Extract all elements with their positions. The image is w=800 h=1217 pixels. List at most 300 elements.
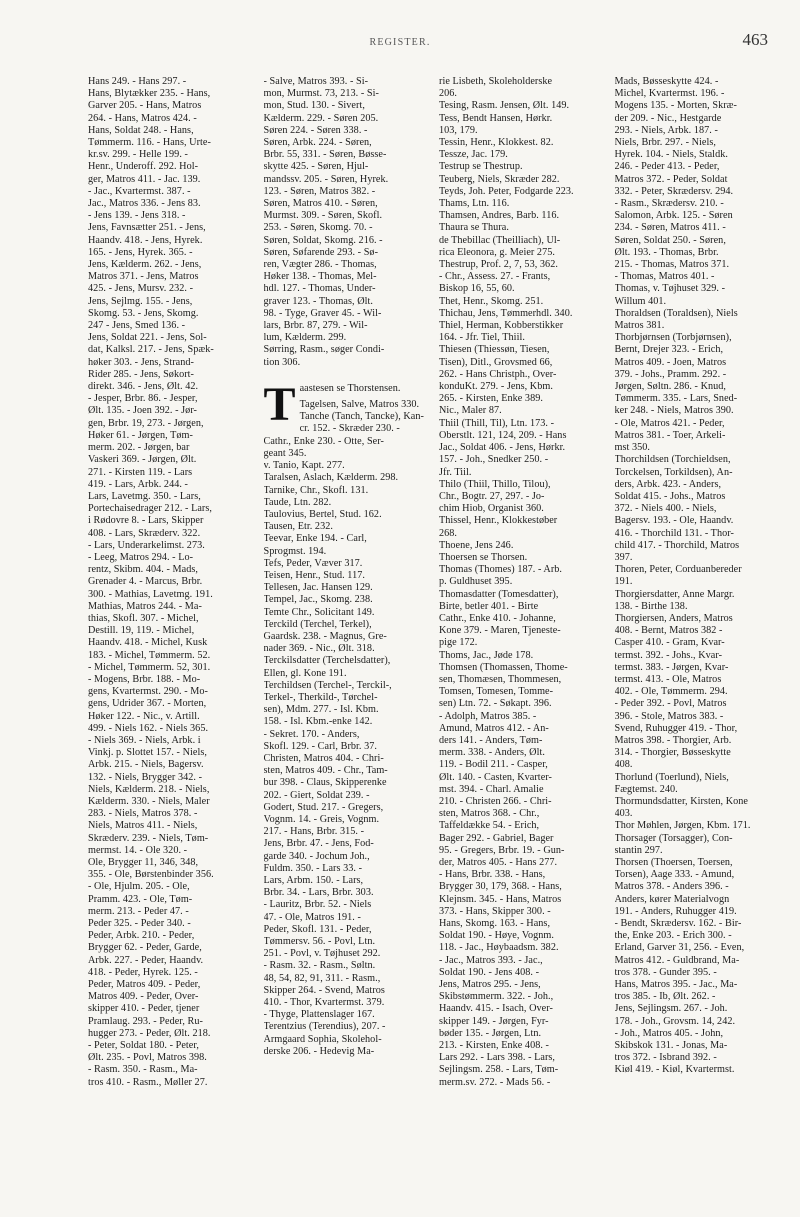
- register-line: Salomon, Arbk. 125. - Søren: [614, 210, 733, 222]
- register-line: Hans 249. - Hans 297. -: [88, 76, 187, 87]
- register-line: Soldat 190. - Jens 408. -: [439, 966, 540, 978]
- register-column-2: [264, 76, 433, 1206]
- register-line: - Sekret. 170. - Anders,: [263, 728, 360, 740]
- register-line: Thestrup, Prof. 2, 7, 53, 362.: [439, 259, 558, 271]
- register-line: der, Matros 405. - Hans 277.: [439, 857, 558, 868]
- register-line: Teisen, Henr., Stud. 117.: [263, 569, 365, 581]
- register-line: Tømmerm. 335. - Lars, Sned-: [614, 393, 738, 405]
- register-line: Taude, Ltn. 282.: [263, 496, 332, 508]
- register-line: mst. 394. - Charl. Amalie: [439, 783, 544, 795]
- register-line: Thorsen (Thoersen, Toersen,: [614, 857, 733, 868]
- register-line: Godert, Stud. 217. - Gregers,: [263, 801, 384, 813]
- page-header: [0, 0, 800, 60]
- register-line: 210. - Christen 266. - Chri-: [439, 795, 552, 807]
- register-line: Tausen, Etr. 232.: [263, 521, 333, 533]
- register-line: Brygger 62. - Peder, Garde,: [88, 942, 202, 954]
- register-line: - Jac., Matros 393. - Jac.,: [439, 954, 543, 966]
- register-line: 132. - Niels, Brygger 342. -: [88, 771, 203, 783]
- register-line: Thichau, Jens, Tømmerhdl. 340.: [439, 307, 573, 319]
- register-line: Tisen), Ditl., Grovsmed 66,: [439, 356, 553, 368]
- register-line: Ellen, gl. Kone 191.: [263, 667, 347, 679]
- register-line: merm. 338. - Anders, Ølt.: [439, 747, 545, 759]
- register-line: 402. - Ole, Tømmerm. 294.: [614, 686, 728, 698]
- register-line: Vinkj. p. Slottet 157. - Niels,: [88, 747, 207, 759]
- register-line: - Mogens, Brbr. 188. - Mo-: [88, 673, 201, 685]
- register-line: de Thebillac (Theilliach), Ul-: [439, 234, 561, 246]
- register-line: Thissel, Henr., Klokkestøber: [439, 515, 558, 527]
- register-line: Jac., Matros 336. - Jens 83.: [88, 198, 201, 210]
- register-line: 47. - Ole, Matros 191. -: [263, 911, 361, 923]
- register-line: stantin 297.: [614, 844, 663, 856]
- register-column-4: [615, 76, 784, 1206]
- register-line: høker 303. - Jens, Strand-: [88, 356, 194, 368]
- register-line: Arbk. 215. - Niels, Bagersv.: [88, 759, 204, 771]
- register-line: Ølt. 235. - Povl, Matros 398.: [88, 1052, 207, 1064]
- register-line: Temte Chr., Solicitant 149.: [263, 606, 375, 618]
- register-line: ders 141. - Anders, Tøm-: [439, 734, 543, 746]
- register-line: Garver 205. - Hans, Matros: [88, 100, 202, 112]
- register-line: Vaskeri 369. - Jørgen, Ølt.: [88, 454, 197, 466]
- register-line: Klejnsm. 345. - Hans, Matros: [439, 893, 562, 905]
- register-line: ren, Vægter 286. - Thomas,: [263, 259, 377, 271]
- register-line: 247 - Jens, Smed 136. -: [88, 320, 186, 332]
- register-line: ker 248. - Niels, Matros 390.: [614, 405, 734, 417]
- register-line: Thorsager (Torsagger), Con-: [614, 832, 733, 844]
- register-line: Tagelsen, Salve, Matros 330.: [299, 399, 420, 411]
- register-line: lars, Brbr. 87, 279. - Wil-: [263, 320, 368, 332]
- register-line: - Chr., Assess. 27. - Frants,: [439, 271, 551, 283]
- register-line: Høker 122. - Nic., v. Artill.: [88, 710, 200, 722]
- register-line: 138. - Birthe 138.: [614, 600, 688, 612]
- register-line: Thomas, v. Tøjhuset 329. -: [614, 283, 726, 295]
- register-line: Willum 401.: [614, 295, 667, 307]
- register-line: Cathr., Enke 410. - Johanne,: [439, 612, 556, 624]
- register-line: Hyrek. 104. - Niels, Staldk.: [614, 149, 728, 161]
- register-line: 178. - Joh., Grovsm. 14, 242.: [614, 1015, 736, 1027]
- register-line: Torckelsen, Torkildsen), An-: [614, 466, 733, 478]
- register-line: aastesen se Thorstensen.: [299, 382, 401, 394]
- register-line: Tess, Bendt Hansen, Hørkr.: [439, 112, 553, 124]
- register-line: Casper 410. - Gram, Kvar-: [614, 637, 725, 649]
- register-line: Kælderm. 229. - Søren 205.: [263, 112, 379, 124]
- register-line: 410. - Thor, Kvartermst. 379.: [263, 997, 385, 1009]
- register-line: Brygger 30, 179, 368. - Hans,: [439, 881, 562, 893]
- register-line: 379. - Johs., Pramm. 292. -: [614, 368, 727, 380]
- register-line: Biskop 16, 55, 60.: [439, 283, 515, 295]
- register-line: der 209. - Nic., Hestgarde: [614, 112, 722, 124]
- register-line: Thomas (Thomes) 187. - Arb.: [439, 564, 563, 576]
- register-line: - Niels 369. - Niels, Arbk. i: [88, 734, 201, 746]
- register-line: Thamsen, Andres, Barb. 116.: [439, 210, 560, 222]
- register-line: 408. - Bernt, Matros 382 -: [614, 625, 723, 637]
- register-line: v. Tanio, Kapt. 277.: [263, 460, 345, 472]
- register-line: - Jesper, Brbr. 86. - Jesper,: [88, 393, 198, 405]
- register-line: Christen, Matros 404. - Chri-: [263, 752, 384, 764]
- register-line: 165. - Jens, Hyrek. 365. -: [88, 246, 193, 258]
- register-line: Jørgen, Søltn. 286. - Knud,: [614, 381, 727, 393]
- register-line: rica Eleonora, g. Meier 275.: [439, 246, 555, 258]
- register-line: 419. - Lars, Arbk. 244. -: [88, 478, 188, 490]
- register-line: Teevar, Enke 194. - Carl,: [263, 533, 367, 545]
- register-line: merm. 202. - Jørgen, bar: [88, 442, 190, 454]
- register-line: tros 378. - Gunder 395. -: [614, 966, 717, 978]
- register-line: 300. - Mathias, Lavetmg. 191.: [88, 588, 213, 600]
- register-line: Terchildsen (Terchel-, Terckil-,: [263, 679, 392, 691]
- register-line: 397.: [614, 551, 633, 563]
- register-line: 373. - Hans, Skipper 300. -: [439, 905, 551, 917]
- register-line: Brbr. 34. - Lars, Brbr. 303.: [263, 887, 374, 899]
- register-line: skipper 410. - Peder, tjener: [88, 1003, 200, 1015]
- register-line: Vognm. 14. - Greis, Vognm.: [263, 813, 380, 825]
- register-line: Hans, Blytækker 235. - Hans,: [88, 88, 211, 100]
- register-line: 202. - Giert, Soldat 239. -: [263, 789, 370, 801]
- register-line: Kone 379. - Maren, Tjeneste-: [439, 625, 561, 637]
- register-line: Thorbjørnsen (Torbjørnsen),: [614, 332, 732, 344]
- register-line: Svend, Ruhugger 419. - Thor,: [614, 722, 738, 734]
- register-line: 499. - Niels 162. - Niels 365.: [88, 722, 209, 734]
- register-line: Bagersv. 193. - Ole, Haandv.: [614, 515, 734, 527]
- register-line: Haandv. 415. - Isach, Over-: [439, 1003, 553, 1015]
- register-line: termst. 413. - Ole, Matros: [614, 673, 722, 685]
- register-line: Ølt. 140. - Casten, Kvarter-: [439, 771, 552, 783]
- register-line: nader 369. - Nic., Ølt. 318.: [263, 643, 375, 655]
- register-line: Soldat 415. - Johs., Matros: [614, 490, 726, 502]
- register-line: 234. - Søren, Matros 411. -: [614, 222, 726, 234]
- register-line: - Joh., Matros 405. - John,: [614, 1027, 724, 1039]
- register-line: Matros 412. - Guldbrand, Ma-: [614, 954, 740, 966]
- register-line: 123. - Søren, Matros 382. -: [263, 185, 376, 197]
- register-line: Bager 292. - Gabriel, Bager: [439, 832, 554, 844]
- register-line: konduKt. 279. - Jens, Kbm.: [439, 381, 553, 393]
- register-line: Thoene, Jens 246.: [439, 539, 514, 551]
- register-line: hdl. 127. - Thomas, Under-: [263, 283, 376, 295]
- register-line: Thiil (Thill, Til), Ltn. 173. -: [439, 417, 555, 429]
- register-line: Mogens 135. - Morten, Skræ-: [614, 100, 737, 112]
- register-line: 48, 54, 82, 91, 311. - Rasm.,: [263, 972, 381, 984]
- register-line: Anders, kører Materialvogn: [614, 893, 730, 905]
- page-number: 463: [742, 30, 768, 49]
- register-line: 396. - Stole, Matros 383. -: [614, 710, 724, 722]
- register-line: 213. - Kirsten, Enke 408. -: [439, 1040, 549, 1052]
- register-line: 293. - Niels, Arbk. 187. -: [614, 124, 718, 136]
- register-line: 103, 179.: [439, 124, 478, 136]
- register-line: mst 350.: [614, 442, 650, 454]
- register-line: Mathias, Matros 244. - Ma-: [88, 600, 202, 612]
- register-line: - Thomas, Matros 401. -: [614, 271, 715, 283]
- register-line: 95. - Gregers, Brbr. 19. - Gun-: [439, 844, 565, 856]
- register-line: 283. - Niels, Matros 378. -: [88, 808, 198, 820]
- register-line: 253. - Søren, Skomg. 70. -: [263, 222, 373, 234]
- register-line: Tellesen, Jac. Hansen 129.: [263, 582, 373, 594]
- register-line: Tesing, Rasm. Jensen, Ølt. 149.: [439, 100, 570, 112]
- register-line: pige 172.: [439, 637, 478, 649]
- register-column-3: [439, 76, 608, 1206]
- register-line: chim Hiob, Organist 360.: [439, 503, 544, 515]
- register-line: 191. - Anders, Ruhugger 419.: [614, 905, 737, 917]
- register-line: Henr., Underoff. 292. Hol-: [88, 161, 199, 173]
- register-line: Thorlund (Toerlund), Niels,: [614, 771, 729, 783]
- register-line: Skipper 264. - Svend, Matros: [263, 984, 385, 996]
- register-line: Gaardsk. 238. - Magnus, Gre-: [263, 630, 387, 642]
- register-line: Skibstømmerm. 322. - Joh.,: [439, 991, 554, 1003]
- register-line: tros 385. - Ib, Ølt. 262. -: [614, 991, 716, 1003]
- register-line: 183. - Michel, Tømmerm. 52.: [88, 649, 211, 661]
- register-line: Thoren, Peter, Corduanbereder: [614, 564, 742, 576]
- register-line: Thiesen (Thiessøn, Tiesen,: [439, 344, 550, 356]
- register-line: 246. - Peder 413. - Peder,: [614, 161, 720, 173]
- register-line: Thorchildsen (Torchieldsen,: [614, 454, 731, 466]
- register-line: Matros 378. - Anders 396. -: [614, 881, 729, 893]
- register-line: hugger 273. - Peder, Ølt. 218.: [88, 1027, 211, 1039]
- register-line: Haandv. 418. - Jens, Hyrek.: [88, 234, 203, 246]
- register-line: Peder 325. - Peder 340. -: [88, 918, 191, 930]
- register-line: Tarnike, Chr., Skofl. 131.: [263, 484, 369, 496]
- register-line: 418. - Peder, Hyrek. 125. -: [88, 966, 198, 978]
- register-line: - Adolph, Matros 385. -: [439, 710, 537, 722]
- register-line: Sprogmst. 194.: [263, 545, 327, 557]
- register-line: - Salve, Matros 393. - Si-: [263, 76, 369, 87]
- register-line: child 417. - Thorchild, Matros: [614, 539, 740, 551]
- register-line: Mads, Bøsseskytte 424. -: [614, 76, 719, 87]
- register-line: 164. - Jfr. Tiel, Thiil.: [439, 332, 525, 344]
- register-line: Thomasdatter (Tomesdatter),: [439, 588, 559, 600]
- register-line: Lars 292. - Lars 398. - Lars,: [439, 1052, 556, 1064]
- register-line: - Thyge, Plattenslager 167.: [263, 1009, 375, 1021]
- register-line: Matros 409. - Joen, Matros: [614, 356, 727, 368]
- register-line: sen, Thomæsen, Thommesen,: [439, 673, 562, 685]
- register-line: - Leeg, Matros 294. - Lo-: [88, 551, 194, 563]
- register-line: Rider 285. - Jens, Søkort-: [88, 368, 194, 380]
- register-line: Tempel, Jac., Skomg. 238.: [263, 594, 373, 606]
- register-line: Pramm. 423. - Ole, Tøm-: [88, 893, 193, 905]
- register-line: rentz, Skibm. 404. - Mads,: [88, 564, 198, 576]
- register-line: bur 398. - Claus, Skipperenke: [263, 777, 387, 789]
- register-line: - Lauritz, Brbr. 52. - Niels: [263, 899, 372, 911]
- register-line: Pramlaug. 293. - Peder, Ru-: [88, 1015, 203, 1027]
- register-line: Arbk. 227. - Peder, Haandv.: [88, 954, 204, 966]
- register-line: Taffeldække 54. - Erich,: [439, 820, 540, 832]
- register-line: rie Lisbeth, Skoleholderske: [439, 76, 553, 87]
- register-line: Sejlingsm. 258. - Lars, Tøm-: [439, 1064, 559, 1076]
- register-line: Thor Møhlen, Jørgen, Kbm. 171.: [614, 820, 751, 832]
- register-line: Lars, Lavetmg. 350. - Lars,: [88, 490, 201, 502]
- register-line: Søren, Matros 410. - Søren,: [263, 198, 378, 210]
- register-line: Matros 371. - Jens, Matros: [88, 271, 199, 283]
- register-line: gen, Brbr. 19, 273. - Jørgen,: [88, 417, 204, 429]
- register-line: tion 306.: [263, 356, 301, 368]
- register-line: Skræderv. 239. - Niels, Tøm-: [88, 832, 209, 844]
- register-line: Hans, Matros 395. - Jac., Ma-: [614, 979, 738, 991]
- register-line: ger, Matros 411. - Jac. 139.: [88, 173, 201, 185]
- register-line: Tefs, Peder, Væver 317.: [263, 557, 363, 569]
- register-line: Søren, Soldat 250. - Søren,: [614, 234, 726, 246]
- register-line: 98. - Tyge, Graver 45. - Wil-: [263, 307, 382, 319]
- register-line: Bernt, Drejer 323. - Erich,: [614, 344, 724, 356]
- register-line: bøder 135. - Jørgen, Ltn.: [439, 1027, 542, 1039]
- register-line: Hans, Soldat 248. - Hans,: [88, 124, 194, 136]
- register-line: tros 410. - Rasm., Møller 27.: [88, 1076, 208, 1088]
- register-line: tros 372. - Isbrand 392. -: [614, 1052, 717, 1064]
- register-line: gens, Udrider 367. - Morten,: [88, 698, 207, 710]
- register-line: Peder, Skofl. 131. - Peder,: [263, 923, 372, 935]
- register-line: Skofl. 129. - Carl, Brbr. 37.: [263, 740, 378, 752]
- register-line: - Hans, Brbr. 338. - Hans,: [439, 869, 546, 881]
- register-line: Torsen), Aage 333. - Amund,: [614, 869, 735, 881]
- register-line: Niels, Kælderm. 218. - Niels,: [88, 783, 210, 795]
- register-line: 314. - Thorgier, Bøsseskytte: [614, 747, 731, 759]
- register-line: Sørring, Rasm., søger Condi-: [263, 344, 385, 356]
- register-line: sten, Matros 368. - Chr.,: [439, 808, 540, 820]
- register-line: 403.: [614, 808, 633, 820]
- register-line: 408. - Lars, Skræderv. 322.: [88, 527, 201, 539]
- register-line: Thorgiersen, Anders, Matros: [614, 612, 733, 624]
- register-line: - Ole, Matros 421. - Peder,: [614, 417, 725, 429]
- register-line: Fægtemst. 240.: [614, 783, 678, 795]
- register-line: Tessin, Henr., Klokkest. 82.: [439, 137, 554, 149]
- register-line: i Rødovre 8. - Lars, Skipper: [88, 515, 204, 527]
- register-line: gens, Kvartermst. 290. - Mo-: [88, 686, 208, 698]
- register-line: Peder, Arbk. 210. - Peder,: [88, 930, 195, 942]
- register-line: Jens, Matros 295. - Jens,: [439, 979, 541, 991]
- register-line: Erland, Garver 31, 256. - Even,: [614, 942, 745, 954]
- register-line: 372. - Niels 400. - Niels,: [614, 503, 717, 515]
- register-line: skipper 149. - Jørgen, Fyr-: [439, 1015, 549, 1027]
- register-line: termst. 392. - Johs., Kvar-: [614, 649, 723, 661]
- register-line: Terentzius (Terendius), 207. -: [263, 1021, 386, 1033]
- register-line: Thet, Henr., Skomg. 251.: [439, 295, 544, 307]
- register-line: Niels, Matros 411. - Niels,: [88, 820, 198, 832]
- register-line: Kælderm. 330. - Niels, Maler: [88, 795, 210, 807]
- register-line: Taulovius, Bertel, Stud. 162.: [263, 508, 382, 520]
- register-line: 271. - Kirsten 119. - Lars: [88, 466, 193, 478]
- register-line: Oberstlt. 121, 124, 209. - Hans: [439, 429, 567, 441]
- register-line: Peder, Matros 409. - Peder,: [88, 979, 201, 991]
- register-line: Amund, Matros 412. - An-: [439, 722, 549, 734]
- register-line: Ølt. 135. - Joen 392. - Jør-: [88, 405, 197, 417]
- register-columns: [88, 76, 783, 1206]
- register-line: Nic., Maler 87.: [439, 405, 502, 417]
- register-line: 206.: [439, 88, 458, 100]
- register-line: Haandv. 418. - Michel, Kusk: [88, 637, 208, 649]
- register-line: - Rasm., Skrædersv. 210. -: [614, 198, 724, 210]
- register-line: 158. - Isl. Kbm.-enke 142.: [263, 716, 373, 728]
- register-line: 265. - Kirsten, Enke 389.: [439, 393, 543, 405]
- register-line: Armgaard Sophia, Skolehol-: [263, 1033, 382, 1045]
- register-line: 262. - Hans Christph., Over-: [439, 368, 557, 380]
- register-line: Jens, Kælderm. 262. - Jens,: [88, 259, 202, 271]
- register-line: - Rasm. 32. - Rasm., Søltn.: [263, 960, 376, 972]
- register-line: Søren, Arbk. 224. - Søren,: [263, 137, 372, 149]
- register-line: Teuberg, Niels, Skræder 282.: [439, 173, 560, 185]
- register-line: - Rasm. 350. - Rasm., Ma-: [88, 1064, 198, 1076]
- register-line: Jfr. Tiil.: [439, 466, 472, 478]
- register-line: Jens, Sejlmg. 155. - Jens,: [88, 295, 193, 307]
- register-line: - Jens 139. - Jens 318. -: [88, 210, 186, 222]
- register-line: cr. 152. - Skræder 230. -: [299, 423, 400, 435]
- register-line: Birte, betler 401. - Birte: [439, 600, 539, 612]
- register-line: Ole, Brygger 11, 346, 348,: [88, 857, 199, 868]
- register-line: sten, Matros 409. - Chr., Tam-: [263, 765, 388, 777]
- register-line: Matros 381.: [614, 320, 665, 332]
- register-line: Taralsen, Aslach, Kælderm. 298.: [263, 472, 399, 484]
- register-line: direkt. 346. - Jens, Ølt. 42.: [88, 381, 199, 393]
- register-line: sen) Ltn. 72. - Søkapt. 396.: [439, 698, 552, 710]
- register-line: 118. - Jac., Høybaadsm. 382.: [439, 942, 559, 954]
- register-line: Fuldm. 350. - Lars 33. -: [263, 862, 363, 874]
- register-line: 332. - Peter, Skrædersv. 294.: [614, 185, 734, 197]
- register-line: Tømmerm. 116. - Hans, Urte-: [88, 137, 211, 149]
- register-line: Soldat 190. - Høye, Vognm.: [439, 930, 554, 942]
- register-line: Kiøl 419. - Kiøl, Kvartermst.: [614, 1064, 735, 1076]
- register-line: Thams, Ltn. 116.: [439, 198, 510, 210]
- register-line: Tanche (Tanch, Tancke), Kan-: [299, 411, 424, 423]
- register-line: 355. - Ole, Børstenbinder 356.: [88, 869, 214, 881]
- register-line: 251. - Povl, v. Tøjhuset 292.: [263, 948, 381, 960]
- register-line: 119. - Bodil 211. - Casper,: [439, 759, 548, 771]
- register-line: Jens, Brbr. 47. - Jens, Fod-: [263, 838, 374, 850]
- register-line: - Peter, Soldat 180. - Peter,: [88, 1040, 199, 1052]
- register-line: - Ole, Hjulm. 205. - Ole,: [88, 881, 190, 893]
- register-line: Terkel-, Therkild-, Tørchel-: [263, 691, 378, 703]
- register-line: Grenader 4. - Marcus, Brbr.: [88, 576, 203, 588]
- register-line: - Bendt, Skrædersv. 162. - Bir-: [614, 918, 742, 930]
- register-line: - Peder 392. - Povl, Matros: [614, 698, 727, 710]
- register-line: Matros 372. - Peder, Soldat: [614, 173, 728, 185]
- register-line: sen), Mdm. 277. - Isl. Kbm.: [263, 704, 379, 716]
- register-line: Terckild (Terchel, Terkel),: [263, 618, 372, 630]
- register-line: 217. - Hans, Brbr. 315. -: [263, 826, 365, 838]
- register-line: Tessze, Jac. 179.: [439, 149, 508, 161]
- register-line: Testrup se Thestrup.: [439, 161, 523, 173]
- drop-cap-letter: T: [263, 377, 296, 431]
- register-line: Thaura se Thura.: [439, 222, 509, 234]
- register-line: dat, Kalksl. 217. - Jens, Spæk-: [88, 344, 214, 356]
- register-line: Teyds, Joh. Peter, Fodgarde 223.: [439, 185, 574, 197]
- register-line: Høker 61. - Jørgen, Tøm-: [88, 429, 193, 441]
- register-line: Tomsen, Tomesen, Tomme-: [439, 686, 554, 698]
- register-line: Niels, Brbr. 297. - Niels,: [614, 137, 716, 149]
- register-line: mon, Murmst. 73, 213. - Si-: [263, 88, 379, 100]
- register-line: lum, Kælderm. 299.: [263, 332, 347, 344]
- register-line: 408.: [614, 759, 633, 771]
- register-line: skytte 425. - Søren, Hjul-: [263, 161, 369, 173]
- register-line: Thomsen (Thomassen, Thome-: [439, 661, 568, 673]
- register-line: termst. 383. - Jørgen, Kvar-: [614, 661, 729, 673]
- register-line: Chr., Bogtr. 27, 297. - Jo-: [439, 490, 545, 502]
- register-line: Lars, Arbm. 150. - Lars,: [263, 875, 364, 886]
- register-line: Thoms, Jac., Jøde 178.: [439, 649, 534, 661]
- register-line: Thormundsdatter, Kirsten, Kone: [614, 795, 748, 807]
- register-line: - Michel, Tømmerm. 52, 301.: [88, 661, 211, 673]
- register-line: Jens, Soldat 221. - Jens, Sol-: [88, 332, 207, 344]
- register-line: ders, Arbk. 423. - Anders,: [614, 478, 722, 490]
- register-line: graver 123. - Thomas, Ølt.: [263, 295, 373, 307]
- register-line: Jac., Soldat 406. - Jens, Hørkr.: [439, 442, 566, 454]
- register-line: 268.: [439, 527, 458, 539]
- register-line: - Jac., Kvartermst. 387. -: [88, 185, 191, 197]
- register-line: mandssv. 205. - Søren, Hyrek.: [263, 173, 389, 185]
- register-line: mermst. 14. - Ole 320. -: [88, 844, 188, 856]
- register-line: Matros 381. - Toer, Arkeli-: [614, 429, 726, 441]
- running-title: REGISTER.: [369, 37, 431, 48]
- register-line: the, Enke 203. - Erich 300. -: [614, 930, 732, 942]
- register-line: Hans, Skomg. 163. - Hans,: [439, 918, 551, 930]
- register-line: Destill. 19, 119. - Michel,: [88, 625, 195, 637]
- register-line: Michel, Kvartermst. 196. -: [614, 88, 725, 100]
- register-line: Tømmersv. 56. - Povl, Ltn.: [263, 936, 376, 948]
- register-line: Jens, Sejlingsm. 267. - Joh.: [614, 1003, 728, 1015]
- register-column-1: [88, 76, 257, 1206]
